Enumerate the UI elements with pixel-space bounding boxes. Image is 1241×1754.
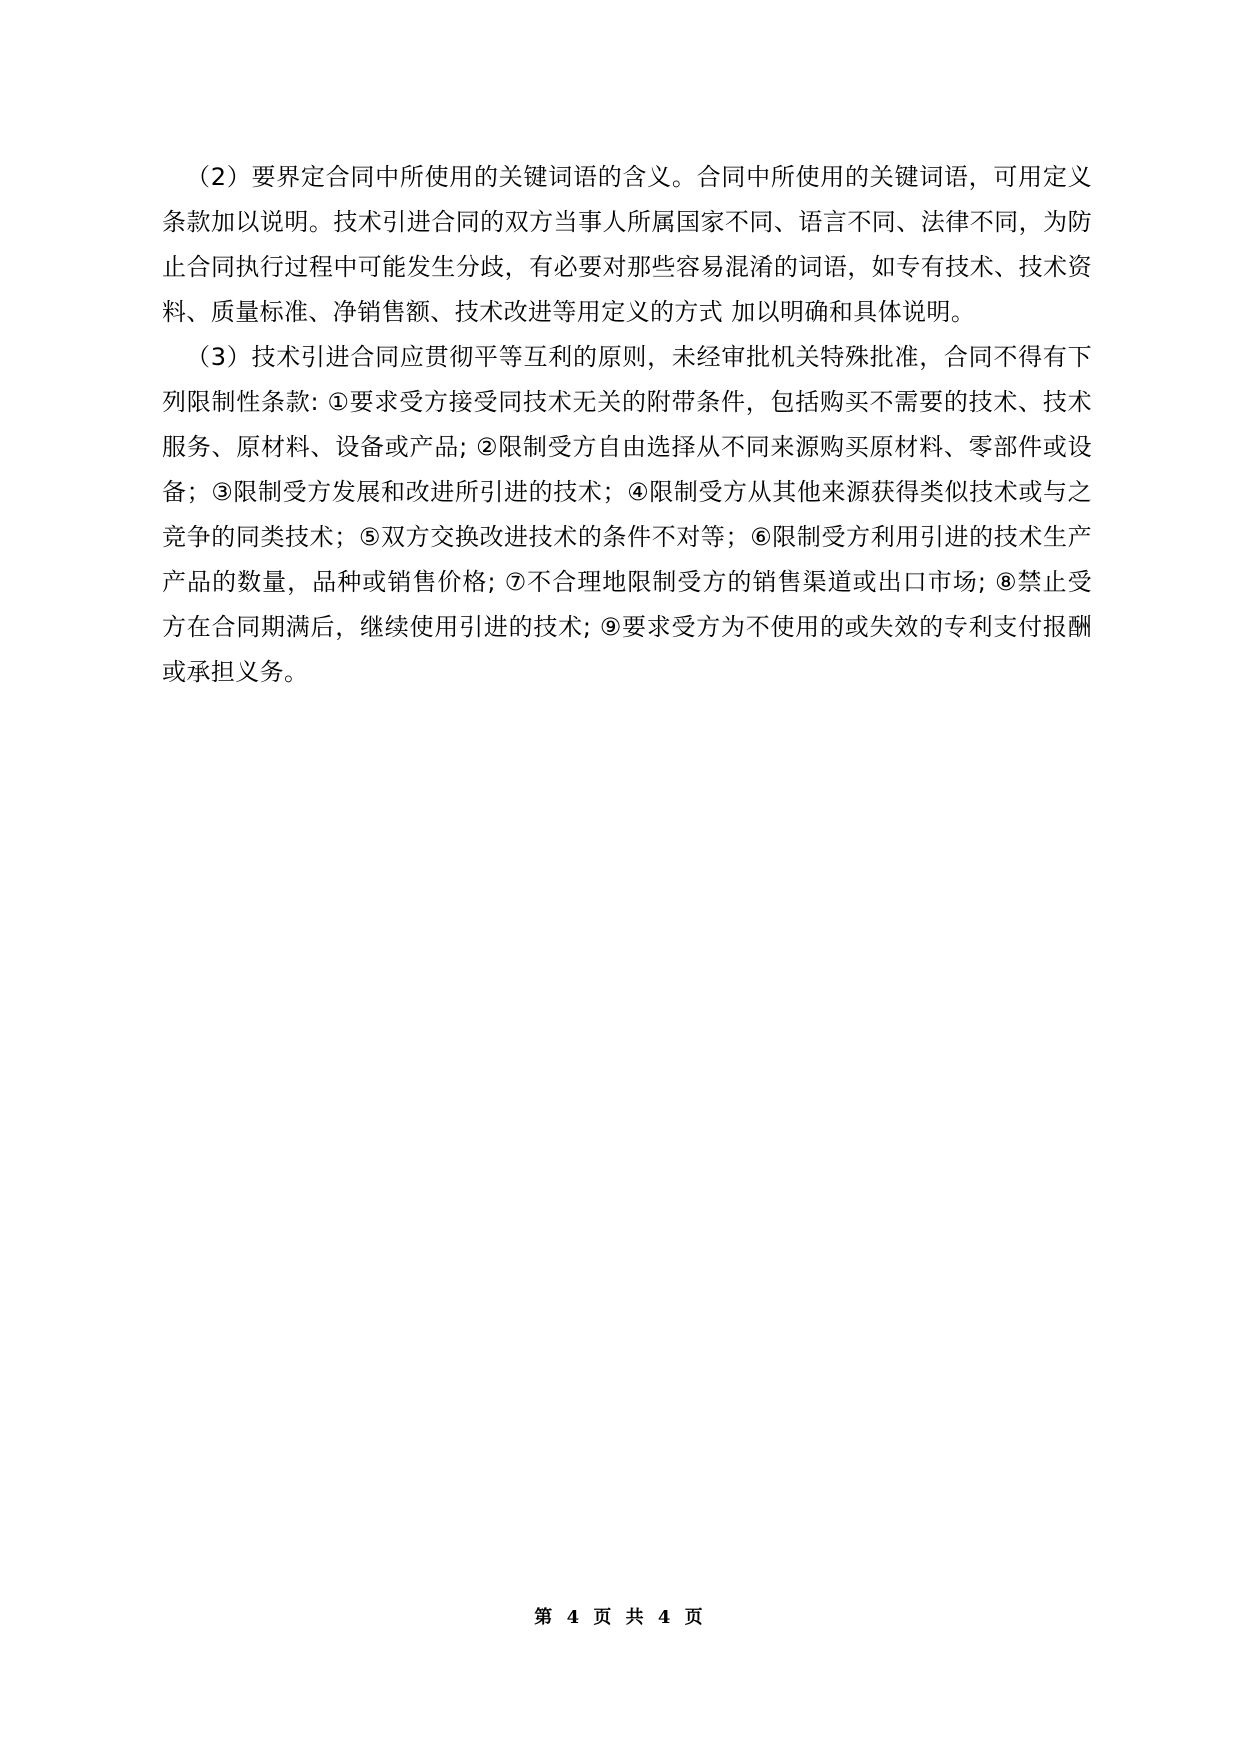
document-body — [162, 155, 1092, 695]
page-number-footer: 第 4 页 共 4 页 — [534, 1607, 707, 1628]
paragraph-2: （2）要界定合同中所使用的关键词语的含义。合同中所使用的关键词语，可用定义条款加以说明。技术引进合同的双方当事人所属国家不同、语言不同、法律不同，为防止合同执行过程中可能发生分歧，有必要对那些容易混淆的词语，如专有技术、技术资料、质量标准、净销售额、技术改进等用定义的方式 加以明确和具体说明。 — [162, 163, 1092, 326]
paragraph-3: （3）技术引进合同应贯彻平等互利的原则，未经审批机关特殊批准，合同不得有下列限制性条款: ①要求受方接受同技术无关的附带条件，包括购买不需要的技术、技术服务、原材料、设备或产品; ②限制受方自由选择从不同来源购买原材料、零部件或设备；③限制受方发展和改进所引进的技术；④限制受方从其他来源获得类似技术或与之竞争的同类技术；⑤双方交换改进技术的条件不对等；⑥限制受方利用引进的技术生产产品的数量，品种或销售价格; ⑦不合理地限制受方的销售渠道或出口市场; ⑧禁止受方在合同期满后，继续使用引进的技术; ⑨要求受方为不使用的或失效的专利支付报酬或承担义务。 — [162, 343, 1092, 686]
